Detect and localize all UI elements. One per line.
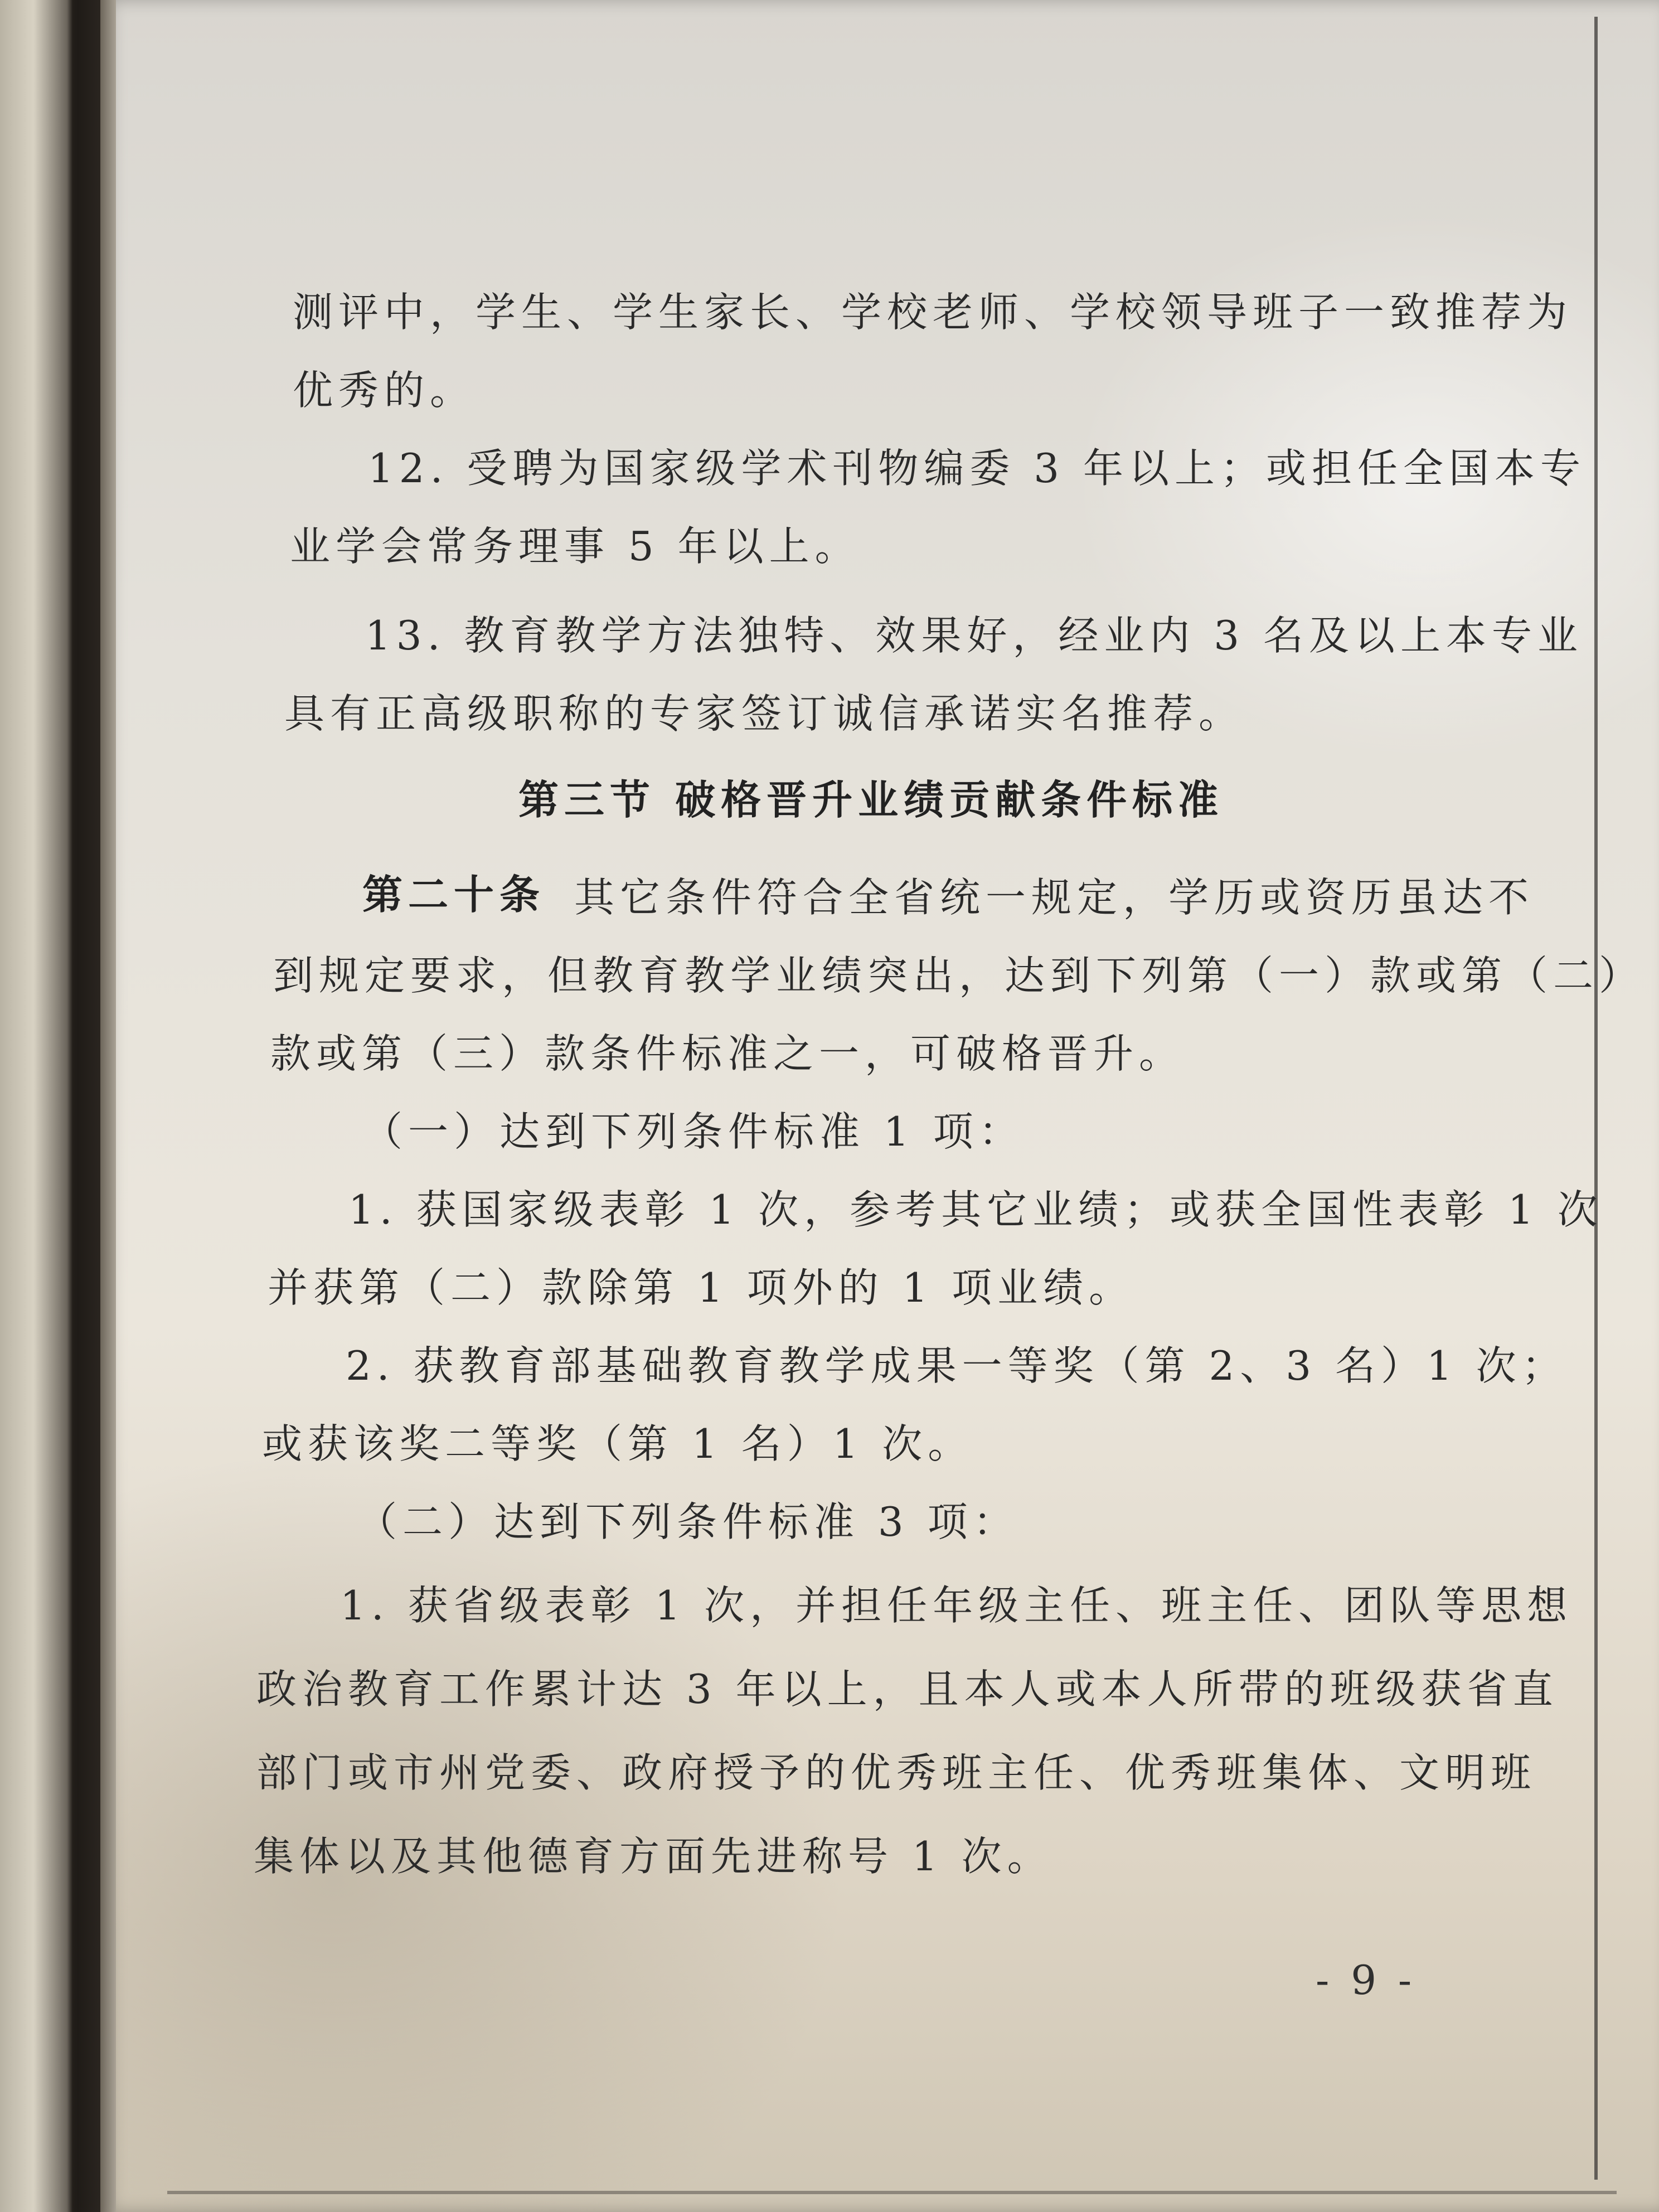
page-number: - 9 - xyxy=(1316,1957,1417,2004)
article-line: 到规定要求，但教育教学业绩突出，达到下列第（一）款或第（二） xyxy=(273,952,1645,999)
article-line: 其它条件符合全省统一规定，学历或资历虽达不 xyxy=(574,874,1535,921)
text-line: 12. 受聘为国家级学术刊物编委 3 年以上；或担任全国本专 xyxy=(368,445,1586,492)
page-binding-edge xyxy=(100,0,116,2212)
text-line: 优秀的。 xyxy=(293,367,476,414)
clause-item: 部门或市州党委、政府授予的优秀班主任、优秀班集体、文明班 xyxy=(256,1749,1537,1796)
text-line: 业学会常务理事 5 年以上。 xyxy=(290,523,861,570)
page-border-right xyxy=(1594,17,1598,2180)
text-line: 测评中，学生、学生家长、学校老师、学校领导班子一致推荐为 xyxy=(293,289,1573,336)
clause-title: （二）达到下列条件标准 3 项： xyxy=(357,1498,1019,1545)
section-title: 第三节 破格晋升业绩贡献条件标准 xyxy=(518,776,1224,823)
clause-item: 集体以及其他德育方面先进称号 1 次。 xyxy=(254,1833,1053,1880)
document-page xyxy=(100,0,1659,2212)
clause-item: 并获第（二）款除第 1 项外的 1 项业绩。 xyxy=(268,1264,1135,1311)
clause-title: （一）达到下列条件标准 1 项： xyxy=(362,1108,1025,1155)
page-border-bottom xyxy=(167,2191,1617,2194)
text-line: 具有正高级职称的专家签订诚信承诺实名推荐。 xyxy=(284,690,1245,737)
clause-item: 或获该奖二等奖（第 1 名）1 次。 xyxy=(262,1420,974,1467)
previous-page-edge xyxy=(0,0,72,2212)
article-line: 款或第（三）款条件标准之一，可破格晋升。 xyxy=(270,1030,1185,1077)
clause-item: 政治教育工作累计达 3 年以上，且本人或本人所带的班级获省直 xyxy=(256,1666,1559,1713)
clause-item: 2. 获教育部基础教育教学成果一等奖（第 2、3 名）1 次； xyxy=(346,1342,1568,1389)
article-label: 第二十条 xyxy=(362,871,546,918)
clause-item: 1. 获国家级表彰 1 次，参考其它业绩；或获全国性表彰 1 次 xyxy=(348,1186,1603,1233)
clause-item: 1. 获省级表彰 1 次，并担任年级主任、班主任、团队等思想 xyxy=(340,1582,1573,1629)
text-line: 13. 教育教学方法独特、效果好，经业内 3 名及以上本专业 xyxy=(365,612,1583,659)
